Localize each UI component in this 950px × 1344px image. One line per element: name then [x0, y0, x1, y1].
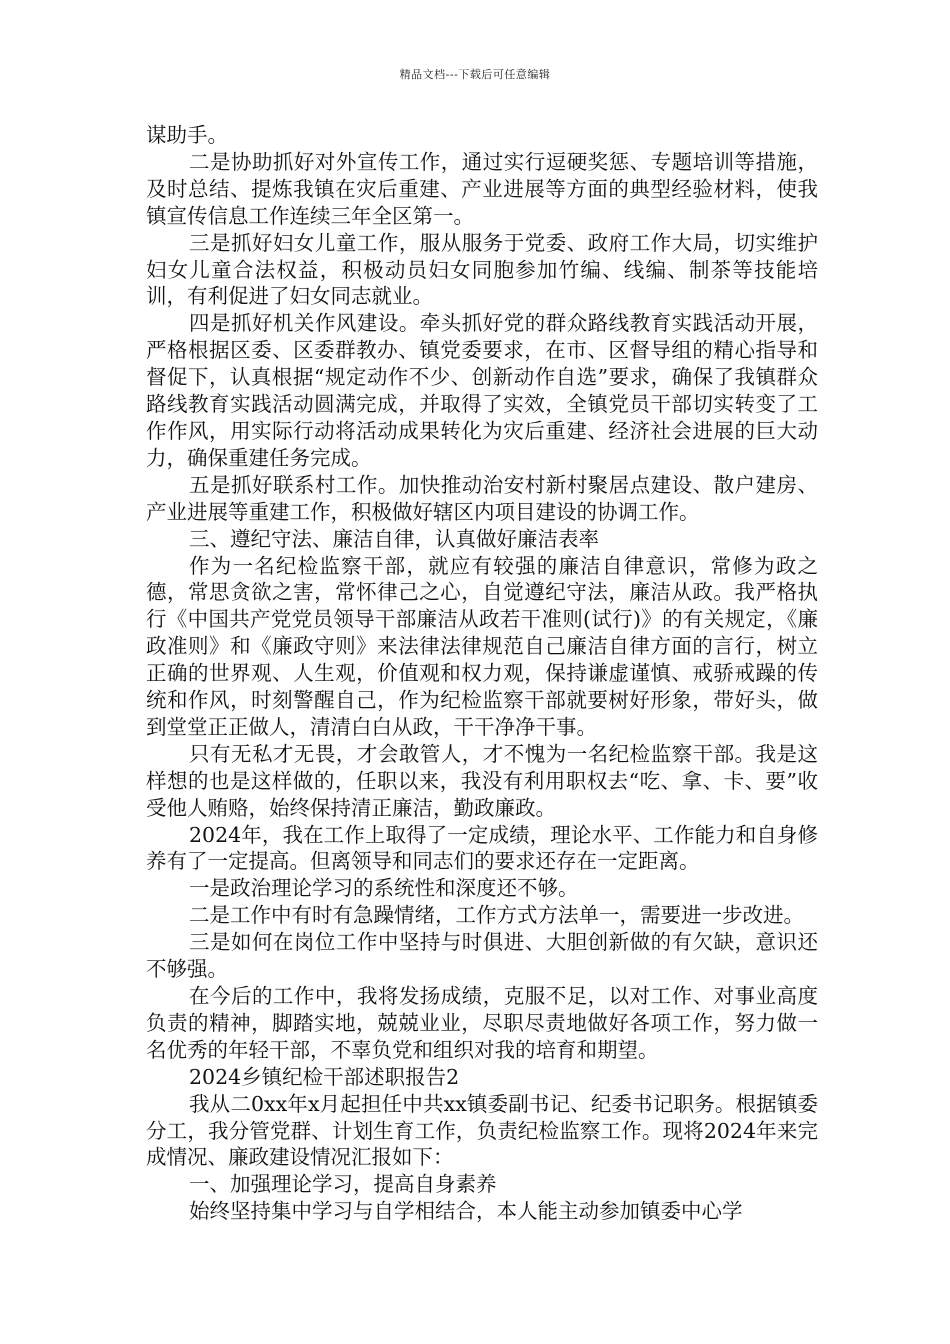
- page-header: 精品文档---下载后可任意编辑: [399, 68, 551, 81]
- paragraph: 只有无私才无畏，才会敢管人，才不愧为一名纪检监察干部。我是这样想的也是这样做的，任职以来，我没有利用职权去“吃、拿、卡、要”收受他人贿赂，始终保持清正廉洁，勤政廉政。: [146, 741, 818, 820]
- paragraph: 三是如何在岗位工作中坚持与时俱进、大胆创新做的有欠缺，意识还不够强。: [146, 930, 818, 982]
- paragraph: 二是工作中有时有急躁情绪，工作方式方法单一，需要进一步改进。: [189, 903, 804, 928]
- paragraph: 在今后的工作中，我将发扬成绩，克服不足，以对工作、对事业高度负责的精神，脚踏实地，兢兢业业，尽职尽责地做好各项工作，努力做一名优秀的年轻干部，不辜负党和组织对我的培育和期望。: [146, 984, 818, 1062]
- document-body: [146, 122, 818, 1225]
- paragraph: 2024年，我在工作上取得了一定成绩，理论水平、工作能力和自身修养有了一定提高。但离领导和同志们的要求还存在一定距离。: [146, 822, 818, 874]
- paragraph: 始终坚持集中学习与自学相结合，本人能主动参加镇委中心学: [189, 1199, 743, 1224]
- paragraph: 作为一名纪检监察干部，就应有较强的廉洁自律意识，常修为政之德，常思贪欲之害，常怀律己之心，自觉遵纪守法，廉洁从政。我严格执行《中国共产党党员领导干部廉洁从政若干准则(试行)》的有关规定，《廉政准则》和《廉政守则》来法律法律规范自己廉洁自律方面的言行，树立正确的世界观、人生观，价值观和权力观，保持谦虚谨慎、戒骄戒躁的传统和作风，时刻警醒自己，作为纪检监察干部就要树好形象，带好头，做到堂堂正正做人，清清白白从政，干干净净干事。: [146, 553, 818, 739]
- paragraph: 我从二0xx年x月起担任中共xx镇委副书记、纪委书记职务。根据镇委分工，我分管党群、计划生育工作，负责纪检监察工作。现将2024年来完成情况、廉政建设情况汇报如下：: [146, 1091, 818, 1170]
- paragraph: 一是政治理论学习的系统性和深度还不够。: [189, 876, 579, 901]
- paragraph: 五是抓好联系村工作。加快推动治安村新村聚居点建设、散户建房、产业进展等重建工作，积极做好辖区内项目建设的协调工作。: [146, 472, 818, 524]
- section-heading: 一、加强理论学习，提高自身素养: [189, 1172, 497, 1197]
- paragraph: 谋助手。: [146, 123, 228, 147]
- section-heading: 三、遵纪守法、廉洁自律，认真做好廉洁表率: [189, 526, 599, 551]
- paragraph: 三是抓好妇女儿童工作，服从服务于党委、政府工作大局，切实维护妇女儿童合法权益，积极动员妇女同胞参加竹编、线编、制茶等技能培训，有利促进了妇女同志就业。: [146, 230, 818, 309]
- paragraph: 二是协助抓好对外宣传工作，通过实行逗硬奖惩、专题培训等措施，及时总结、提炼我镇在灾后重建、产业进展等方面的典型经验材料，使我镇宣传信息工作连续三年全区第一。: [146, 149, 818, 228]
- report-title: 2024乡镇纪检干部述职报告2: [189, 1064, 460, 1089]
- paragraph: 四是抓好机关作风建设。牵头抓好党的群众路线教育实践活动开展，严格根据区委、区委群教办、镇党委要求，在市、区督导组的精心指导和督促下，认真根据“规定动作不少、创新动作自选”要求，确保了我镇群众路线教育实践活动圆满完成，并取得了实效，全镇党员干部切实转变了工作作风，用实际行动将活动成果转化为灾后重建、经济社会进展的巨大动力，确保重建任务完成。: [146, 311, 818, 470]
